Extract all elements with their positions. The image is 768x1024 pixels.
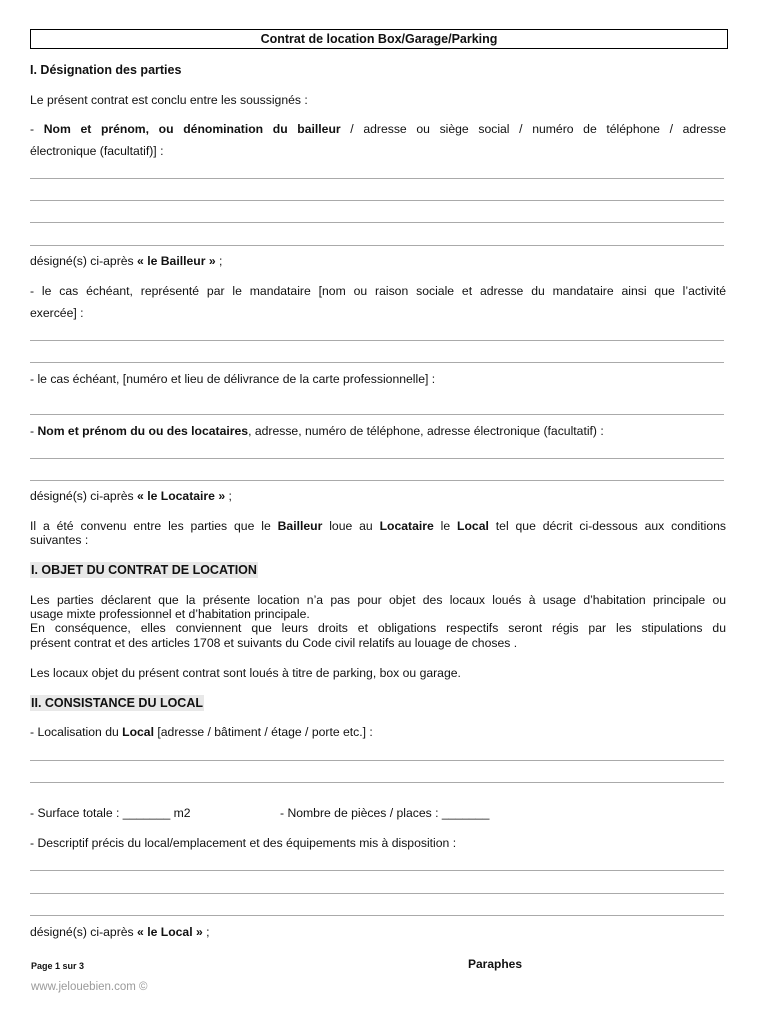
designe-term: « le Local » bbox=[137, 925, 203, 939]
localisation-part: [adresse / bâtiment / étage / porte etc.] : bbox=[153, 725, 373, 739]
fill-line bbox=[30, 200, 724, 201]
designe-bailleur bbox=[30, 254, 726, 269]
designe-locataire bbox=[30, 489, 726, 504]
document-title: Contrat de location Box/Garage/Parking bbox=[30, 29, 728, 49]
designe-local bbox=[30, 925, 726, 940]
section-heading-objet: I. OBJET DU CONTRAT DE LOCATION bbox=[31, 563, 257, 577]
fill-line bbox=[30, 915, 724, 916]
fill-line bbox=[30, 222, 724, 223]
footer-url[interactable]: www.jelouebien.com © bbox=[31, 981, 148, 993]
bailleur-label: Nom et prénom, ou dénomination du bailleur bbox=[43, 122, 341, 136]
convenu-part: tel que décrit ci-dessous aux conditions bbox=[488, 519, 726, 533]
intro-text: Le présent contrat est conclu entre les soussignés : bbox=[30, 93, 308, 107]
convenu-bailleur: Bailleur bbox=[277, 519, 323, 533]
fill-line bbox=[30, 178, 724, 179]
fill-line bbox=[30, 362, 724, 363]
designe-prefix: désigné(s) ci-après bbox=[30, 254, 138, 268]
dash: - bbox=[30, 424, 38, 438]
objet-p1-line4: présent contrat et des articles 1708 et suivants du Code civil relatifs au louage de choses . bbox=[30, 636, 518, 650]
convenu-part: Il a été convenu entre les parties que le bbox=[30, 519, 278, 533]
section-heading-consistance: II. CONSISTANCE DU LOCAL bbox=[31, 696, 203, 710]
convenu-locataire: Locataire bbox=[379, 519, 434, 533]
fill-line bbox=[30, 893, 724, 894]
convenu-local: Local bbox=[457, 519, 489, 533]
designe-term: « le Bailleur » bbox=[137, 254, 216, 268]
convenu-part: loue au bbox=[322, 519, 380, 533]
designe-suffix: ; bbox=[215, 254, 223, 268]
bailleur-line2: électronique (facultatif)] : bbox=[30, 144, 164, 158]
paraphes-label: Paraphes bbox=[468, 957, 523, 971]
mandataire-line1: - le cas échéant, représenté par le mandataire [nom ou raison sociale et adresse du mandataire ainsi que l’activité bbox=[30, 284, 726, 298]
fill-line bbox=[30, 245, 724, 246]
fill-line bbox=[30, 782, 724, 783]
locataire-label: Nom et prénom du ou des locataires bbox=[37, 424, 249, 438]
localisation-part: - Localisation du bbox=[30, 725, 123, 739]
objet-p2: Les locaux objet du présent contrat sont loués à titre de parking, box ou garage. bbox=[30, 666, 461, 680]
page-number: Page 1 sur 3 bbox=[31, 961, 85, 971]
section-heading-designation: I. Désignation des parties bbox=[30, 63, 182, 77]
designe-suffix: ; bbox=[225, 489, 232, 503]
localisation-line bbox=[30, 725, 726, 740]
localisation-local: Local bbox=[122, 725, 154, 739]
fill-line bbox=[30, 340, 724, 341]
objet-p1-line3: En conséquence, elles conviennent que leurs droits et obligations respectifs seront régis par les stipulations du bbox=[30, 621, 726, 635]
pieces-field: - Nombre de pièces / places : _______ bbox=[280, 806, 490, 820]
fill-line bbox=[30, 870, 724, 871]
designe-suffix: ; bbox=[202, 925, 210, 939]
convenu-line2: suivantes : bbox=[30, 533, 89, 547]
fill-line bbox=[30, 414, 724, 415]
convenu-part: le bbox=[433, 519, 458, 533]
fill-line bbox=[30, 480, 724, 481]
bailleur-line1 bbox=[30, 122, 726, 137]
objet-p1-line1: Les parties déclarent que la présente location n’a pas pour objet des locaux loués à usage d’habitation principale ou bbox=[30, 593, 726, 607]
surface-field: - Surface totale : _______ m2 bbox=[30, 806, 191, 820]
designe-term: « le Locataire » bbox=[137, 489, 226, 503]
objet-p1-line2: usage mixte professionnel et d’habitation principale. bbox=[30, 607, 310, 621]
fill-line bbox=[30, 458, 724, 459]
bailleur-rest: / adresse ou siège social / numéro de téléphone / adresse bbox=[340, 122, 726, 136]
dash: - bbox=[30, 122, 44, 136]
descriptif-text: - Descriptif précis du local/emplacement et des équipements mis à disposition : bbox=[30, 836, 457, 850]
mandataire-line2: exercée] : bbox=[30, 306, 84, 320]
convenu-line1 bbox=[30, 519, 726, 534]
designe-prefix: désigné(s) ci-après bbox=[30, 925, 138, 939]
locataire-line bbox=[30, 424, 726, 439]
fill-line bbox=[30, 760, 724, 761]
locataire-rest: , adresse, numéro de téléphone, adresse électronique (facultatif) : bbox=[248, 424, 604, 438]
designe-prefix: désigné(s) ci-après bbox=[30, 489, 138, 503]
carte-pro-text: - le cas échéant, [numéro et lieu de délivrance de la carte professionnelle] : bbox=[30, 372, 436, 386]
